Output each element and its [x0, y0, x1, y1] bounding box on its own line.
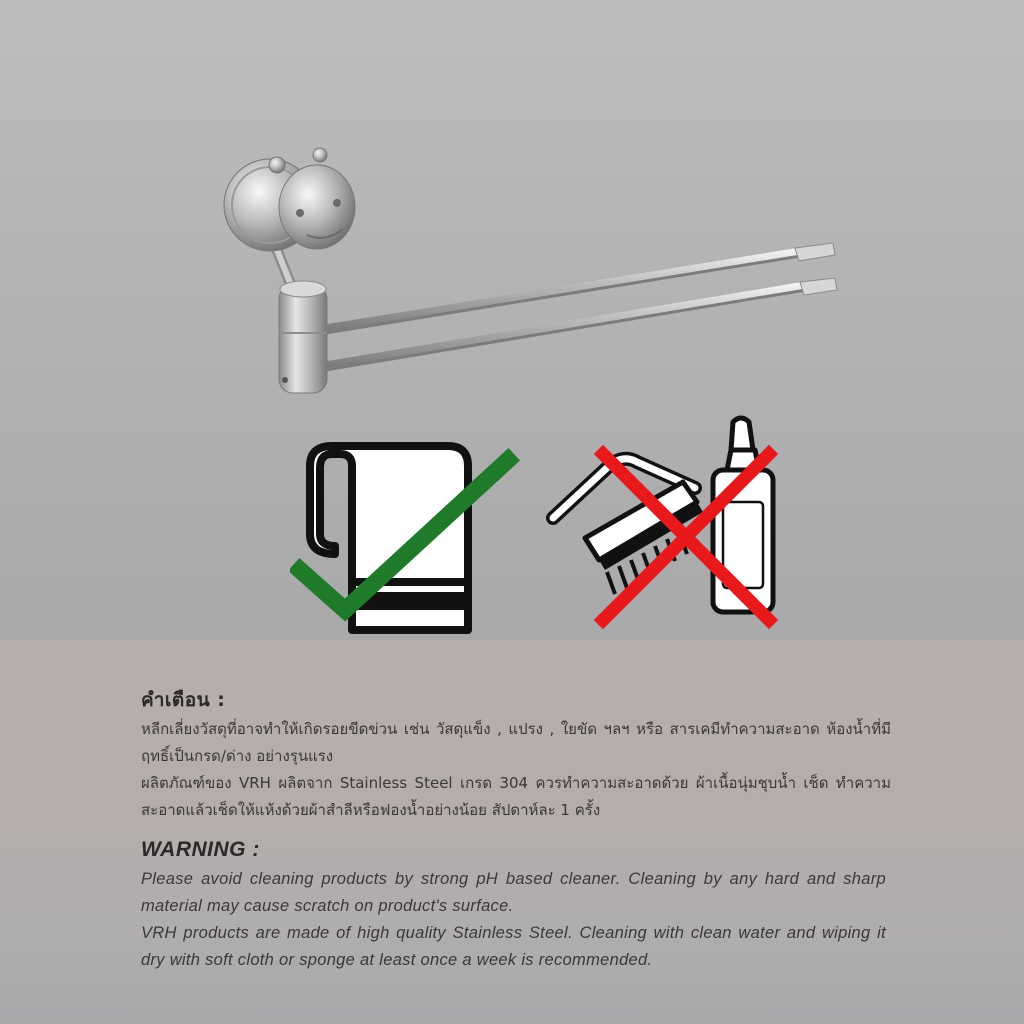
swing-towel-bar-image: [215, 135, 845, 405]
english-warning-body: [141, 866, 886, 974]
thai-warning-line: หลีกเลี่ยงวัสดุที่อาจทำให้เกิดรอยขีดข่วน เช่น วัสดุแข็ง , แปรง , ใยขัด ฯลฯ หรือ สารเคมีทำความสะอาด ห้องน้ำที่มีฤทธิ์เป็นกรด/ด่าง อย่างรุนแรง: [141, 720, 891, 765]
towel-checkmark-icon: [290, 438, 520, 638]
thai-warning-line: ผลิตภัณฑ์ของ VRH ผลิตจาก Stainless Steel เกรด 304 ควรทำความสะอาดด้วย ผ้าเนื้อนุ่มชุบน้ำ เช็ด ทำความสะอาดแล้วเช็ดให้แห้งด้วยผ้าสำลีหรือฟองน้ำอย่างน้อย สัปดาห์ละ 1 ครั้ง: [141, 774, 891, 819]
thai-warning-body: [141, 716, 891, 824]
english-warning-line: VRH products are made of high quality Stainless Steel. Cleaning with clean water and wiping it dry with soft cloth or sponge at least once a week is recommended.: [141, 924, 886, 969]
english-warning-line: Please avoid cleaning products by strong pH based cleaner. Cleaning by any hard and sharp material may cause scratch on product's surface.: [141, 870, 886, 915]
brush-and-chemical-bottle-crossed-icon: [545, 410, 785, 638]
english-warning-heading: WARNING :: [141, 838, 260, 861]
thai-warning-heading: คำเตือน :: [141, 689, 226, 711]
